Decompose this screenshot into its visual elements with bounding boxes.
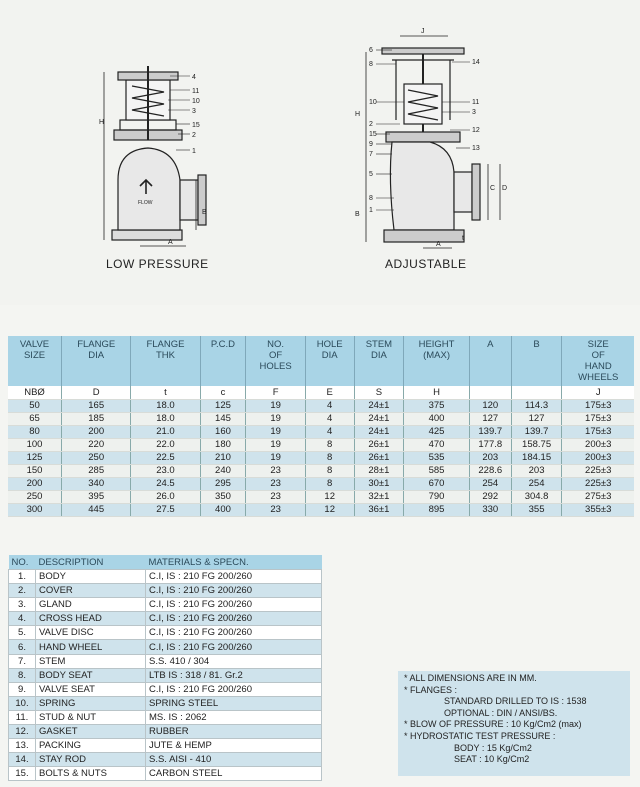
table-cell: 8 (305, 478, 354, 491)
table-cell: 355 (511, 504, 562, 517)
table-cell: 225±3 (562, 465, 634, 478)
table-cell: 275±3 (562, 491, 634, 504)
table-cell: 26±1 (354, 439, 404, 452)
table-cell: 36±1 (354, 504, 404, 517)
column-header: VALVE SIZE (8, 336, 62, 386)
right-callout: 8 (369, 61, 373, 68)
table-cell: 24±1 (354, 413, 404, 426)
table-cell: 23 (246, 504, 305, 517)
table-cell: 895 (404, 504, 470, 517)
table-cell: 80 (8, 426, 62, 439)
table-cell: 165 (62, 400, 131, 413)
table-row (9, 739, 322, 753)
table-row (8, 491, 634, 504)
table-row (9, 710, 322, 724)
adjustable-valve-drawing (366, 36, 500, 248)
table-cell: 24±1 (354, 426, 404, 439)
note-line: * BLOW OF PRESSURE : 10 Kg/Cm2 (max) (404, 719, 582, 730)
table-row (9, 668, 322, 682)
table-row (9, 598, 322, 612)
table-cell: 13. (9, 739, 36, 753)
table-row (9, 612, 322, 626)
drawings-panel (0, 0, 640, 305)
unit-cell (511, 386, 562, 400)
table-cell: 150 (8, 465, 62, 478)
table-cell: MS. IS : 2062 (146, 710, 322, 724)
table-cell: BOLTS & NUTS (36, 767, 146, 781)
table-cell: 4 (305, 400, 354, 413)
table-cell: 19 (246, 439, 305, 452)
table-cell: 1. (9, 570, 36, 584)
table-cell: PACKING (36, 739, 146, 753)
table-cell: 27.5 (131, 504, 200, 517)
table-cell: 139.7 (469, 426, 511, 439)
table-row (8, 400, 634, 413)
column-header: NO. OF HOLES (246, 336, 305, 386)
table-cell: LTB IS : 318 / 81. Gr.2 (146, 668, 322, 682)
table-cell: C.I, IS : 210 FG 200/260 (146, 612, 322, 626)
table-row (9, 725, 322, 739)
table-cell: 158.75 (511, 439, 562, 452)
table-cell: 285 (62, 465, 131, 478)
table-cell: C.I, IS : 210 FG 200/260 (146, 640, 322, 654)
table-cell: 395 (62, 491, 131, 504)
left-callout: 11 (192, 88, 200, 95)
table-cell: 203 (469, 452, 511, 465)
materials-header-row (9, 555, 322, 570)
table-cell: 50 (8, 400, 62, 413)
table-cell: 4 (305, 426, 354, 439)
right-dim-label: D (502, 185, 508, 192)
table-cell: 350 (200, 491, 246, 504)
table-cell: 125 (8, 452, 62, 465)
table-cell: STEM (36, 654, 146, 668)
right-callout: 10 (369, 99, 377, 106)
table-cell: 330 (469, 504, 511, 517)
table-cell: 139.7 (511, 426, 562, 439)
table-cell: 23 (246, 478, 305, 491)
table-row (9, 584, 322, 598)
unit-cell: D (62, 386, 131, 400)
table-cell: 19 (246, 413, 305, 426)
note-line: OPTIONAL : DIN / ANSI/BS. (444, 707, 558, 718)
table-cell: 23.0 (131, 465, 200, 478)
note-line: BODY : 15 Kg/Cm2 (454, 742, 532, 753)
left-callout: 1 (192, 148, 196, 155)
note-line: * HYDROSTATIC TEST PRESSURE : (404, 730, 556, 741)
table-cell: C.I, IS : 210 FG 200/260 (146, 570, 322, 584)
left-dim-label: A (168, 239, 173, 246)
note-line: * ALL DIMENSIONS ARE IN MM. (404, 673, 537, 683)
table-row (8, 452, 634, 465)
table-cell: 8 (305, 452, 354, 465)
table-cell: 375 (404, 400, 470, 413)
table-cell: 24±1 (354, 400, 404, 413)
table-cell: 12 (305, 504, 354, 517)
right-callout: 5 (369, 171, 373, 178)
column-header: HOLE DIA (305, 336, 354, 386)
table-cell: STAY ROD (36, 753, 146, 767)
table-cell: SPRING STEEL (146, 696, 322, 710)
table-row (8, 504, 634, 517)
left-callout: 3 (192, 108, 196, 115)
table-cell: 100 (8, 439, 62, 452)
unit-cell: t (131, 386, 200, 400)
left-dim-label: B (202, 209, 207, 216)
table-cell: 8 (305, 439, 354, 452)
table-cell: 23 (246, 465, 305, 478)
table-cell: 445 (62, 504, 131, 517)
right-callout: 1 (369, 207, 373, 214)
note-line: SEAT : 10 Kg/Cm2 (454, 754, 530, 765)
table-cell: CROSS HEAD (36, 612, 146, 626)
right-dim-label: C (490, 185, 496, 192)
table-cell: 670 (404, 478, 470, 491)
table-cell: 160 (200, 426, 246, 439)
table-row (9, 654, 322, 668)
unit-cell: E (305, 386, 354, 400)
left-callout: 4 (192, 74, 196, 81)
column-header: NO. (9, 555, 36, 570)
unit-cell: F (246, 386, 305, 400)
table-cell: 8. (9, 668, 36, 682)
table-cell: 9. (9, 682, 36, 696)
table-cell: 24.5 (131, 478, 200, 491)
table-cell: 65 (8, 413, 62, 426)
table-cell: 225±3 (562, 478, 634, 491)
table-cell: 790 (404, 491, 470, 504)
table-cell: CARBON STEEL (146, 767, 322, 781)
table-cell: 355±3 (562, 504, 634, 517)
table-cell: 8 (305, 465, 354, 478)
table-cell: C.I, IS : 210 FG 200/260 (146, 682, 322, 696)
table-cell: 203 (511, 465, 562, 478)
table-row (8, 439, 634, 452)
caption-adjustable: ADJUSTABLE (385, 257, 467, 271)
table-cell: 12 (305, 491, 354, 504)
right-dim-label: B (355, 211, 360, 218)
table-cell: 200±3 (562, 452, 634, 465)
table-row (9, 696, 322, 710)
unit-cell: c (200, 386, 246, 400)
table-cell: 175±3 (562, 400, 634, 413)
table-cell: RUBBER (146, 725, 322, 739)
table-row (8, 413, 634, 426)
unit-cell (469, 386, 511, 400)
table-cell: 254 (469, 478, 511, 491)
table-cell: BODY (36, 570, 146, 584)
right-dim-label: H (355, 111, 361, 118)
table-cell: 22.0 (131, 439, 200, 452)
table-cell: 19 (246, 426, 305, 439)
column-header: FLANGE DIA (62, 336, 131, 386)
right-callout: 7 (369, 151, 373, 158)
table-cell: SPRING (36, 696, 146, 710)
table-row (8, 465, 634, 478)
table-cell: 292 (469, 491, 511, 504)
caption-low-pressure: LOW PRESSURE (106, 257, 209, 271)
table-cell: 21.0 (131, 426, 200, 439)
left-callout: 15 (192, 122, 200, 129)
right-callout: 6 (369, 47, 373, 54)
table-cell: 470 (404, 439, 470, 452)
table-cell: 250 (8, 491, 62, 504)
table-cell: 15. (9, 767, 36, 781)
note-line: * FLANGES : (404, 684, 458, 695)
table-cell: 250 (62, 452, 131, 465)
dimensions-header-row (8, 336, 634, 386)
column-header: MATERIALS & SPECN. (146, 555, 322, 570)
table-cell: STUD & NUT (36, 710, 146, 724)
table-cell: 11. (9, 710, 36, 724)
table-cell: 30±1 (354, 478, 404, 491)
column-header: P.C.D (200, 336, 246, 386)
table-row (9, 767, 322, 781)
table-cell: S.S. 410 / 304 (146, 654, 322, 668)
table-cell: VALVE SEAT (36, 682, 146, 696)
unit-cell: H (404, 386, 470, 400)
table-row (8, 426, 634, 439)
table-cell: 400 (404, 413, 470, 426)
table-cell: JUTE & HEMP (146, 739, 322, 753)
table-cell: C.I, IS : 210 FG 200/260 (146, 584, 322, 598)
table-cell: 425 (404, 426, 470, 439)
table-cell: 32±1 (354, 491, 404, 504)
table-row (9, 682, 322, 696)
table-cell: 304.8 (511, 491, 562, 504)
right-callout: 3 (472, 109, 476, 116)
table-cell: 400 (200, 504, 246, 517)
table-cell: HAND WHEEL (36, 640, 146, 654)
table-cell: 19 (246, 452, 305, 465)
table-cell: 127 (469, 413, 511, 426)
table-row (9, 626, 322, 640)
table-cell: 18.0 (131, 400, 200, 413)
note-line: STANDARD DRILLED TO IS : 1538 (444, 696, 587, 707)
table-cell: S.S. AISI - 410 (146, 753, 322, 767)
table-cell: C.I, IS : 210 FG 200/260 (146, 598, 322, 612)
right-callout: 15 (369, 131, 377, 138)
right-callout: 13 (472, 145, 480, 152)
table-cell: 18.0 (131, 413, 200, 426)
table-cell: 535 (404, 452, 470, 465)
table-cell: 210 (200, 452, 246, 465)
unit-cell: J (562, 386, 634, 400)
right-callout: 9 (369, 141, 373, 148)
table-cell: GLAND (36, 598, 146, 612)
unit-cell: NBØ (8, 386, 62, 400)
column-header: STEM DIA (354, 336, 404, 386)
table-row (9, 753, 322, 767)
table-cell: VALVE DISC (36, 626, 146, 640)
column-header: DESCRIPTION (36, 555, 146, 570)
table-cell: 145 (200, 413, 246, 426)
table-cell: 4 (305, 413, 354, 426)
table-cell: 200±3 (562, 439, 634, 452)
table-cell: 240 (200, 465, 246, 478)
column-header: HEIGHT (MAX) (404, 336, 470, 386)
dimensions-table (8, 336, 634, 517)
table-cell: 26±1 (354, 452, 404, 465)
right-dim-label: J (421, 28, 425, 35)
table-cell: 2. (9, 584, 36, 598)
table-cell: GASKET (36, 725, 146, 739)
table-cell: 300 (8, 504, 62, 517)
right-dim-label: t (462, 235, 464, 242)
units-row (8, 386, 634, 400)
flow-label: FLOW (138, 200, 153, 206)
left-callout: 10 (192, 98, 200, 105)
table-cell: 23 (246, 491, 305, 504)
column-header: SIZE OF HAND WHEELS (562, 336, 634, 386)
column-header: FLANGE THK (131, 336, 200, 386)
table-cell: 26.0 (131, 491, 200, 504)
table-cell: 585 (404, 465, 470, 478)
table-cell: 200 (8, 478, 62, 491)
table-cell: 19 (246, 400, 305, 413)
valve-drawings (0, 0, 640, 305)
table-cell: 175±3 (562, 413, 634, 426)
table-cell: 177.8 (469, 439, 511, 452)
table-cell: 184.15 (511, 452, 562, 465)
column-header: A (469, 336, 511, 386)
table-cell: BODY SEAT (36, 668, 146, 682)
table-cell: 340 (62, 478, 131, 491)
table-cell: 22.5 (131, 452, 200, 465)
right-dim-label: A (436, 241, 441, 248)
column-header: B (511, 336, 562, 386)
table-cell: 3. (9, 598, 36, 612)
right-callout: 14 (472, 59, 480, 66)
table-cell: COVER (36, 584, 146, 598)
materials-table (8, 555, 322, 781)
left-dim-label: H (99, 119, 105, 126)
table-cell: 12. (9, 725, 36, 739)
table-cell: 175±3 (562, 426, 634, 439)
right-callout: 2 (369, 121, 373, 128)
notes-box (398, 671, 630, 776)
table-row (9, 570, 322, 584)
table-cell: 228.6 (469, 465, 511, 478)
table-cell: 28±1 (354, 465, 404, 478)
right-callout: 8 (369, 195, 373, 202)
table-cell: 180 (200, 439, 246, 452)
unit-cell: S (354, 386, 404, 400)
low-pressure-valve-drawing (104, 66, 206, 246)
table-row (9, 640, 322, 654)
table-cell: 220 (62, 439, 131, 452)
table-cell: 6. (9, 640, 36, 654)
right-callout: 11 (472, 99, 480, 106)
right-callout: 12 (472, 127, 480, 134)
table-cell: 10. (9, 696, 36, 710)
table-cell: 125 (200, 400, 246, 413)
table-cell: 4. (9, 612, 36, 626)
table-row (8, 478, 634, 491)
table-cell: 5. (9, 626, 36, 640)
left-callout: 2 (192, 132, 196, 139)
table-cell: 185 (62, 413, 131, 426)
table-cell: 114.3 (511, 400, 562, 413)
table-cell: C.I, IS : 210 FG 200/260 (146, 626, 322, 640)
table-cell: 7. (9, 654, 36, 668)
table-cell: 295 (200, 478, 246, 491)
table-cell: 200 (62, 426, 131, 439)
table-cell: 254 (511, 478, 562, 491)
table-cell: 120 (469, 400, 511, 413)
table-cell: 14. (9, 753, 36, 767)
table-cell: 127 (511, 413, 562, 426)
